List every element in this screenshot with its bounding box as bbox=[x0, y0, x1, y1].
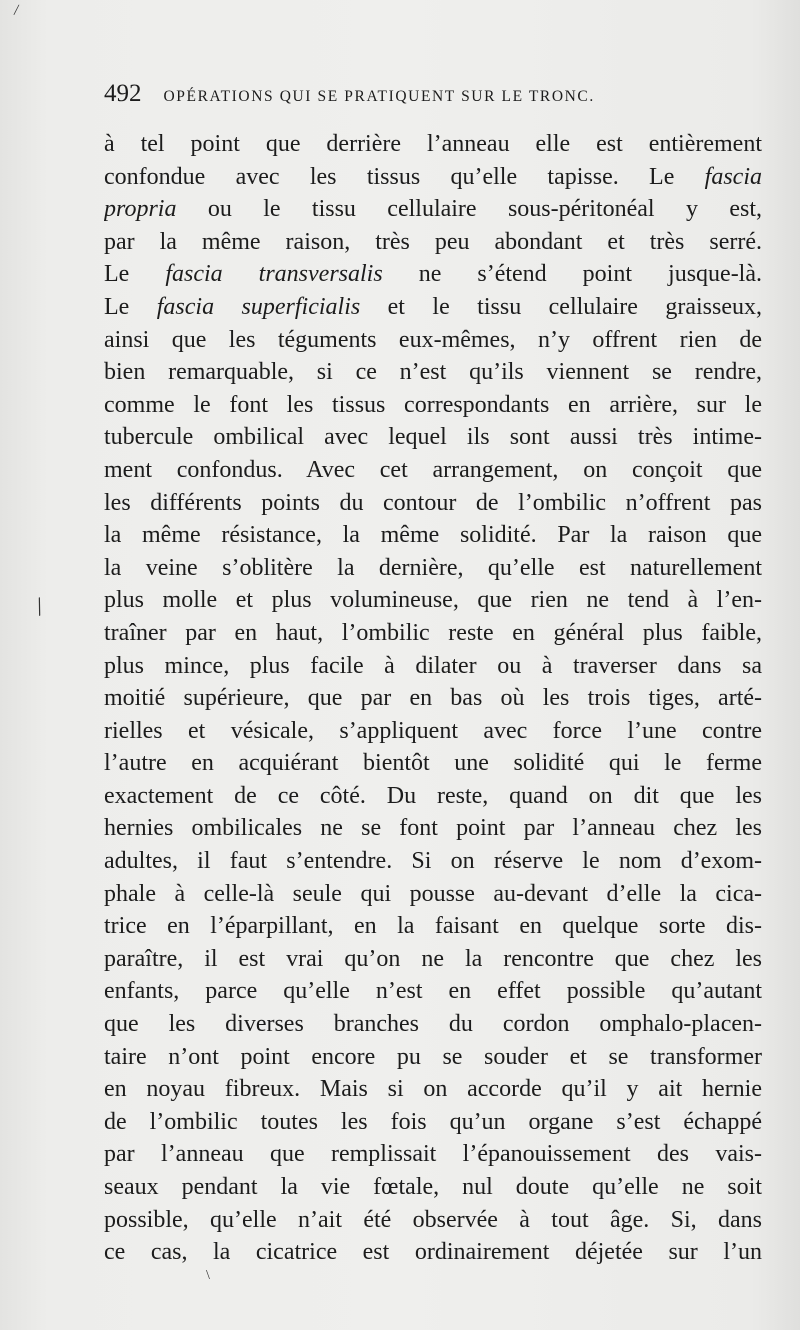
text-line: moitié supérieure, que par en bas où les trois tiges, arté- bbox=[104, 685, 762, 712]
text-line: à tel point que derrière l’anneau elle est entièrement bbox=[104, 131, 762, 157]
text-line: taire n’ont point encore pu se souder et se transformer bbox=[104, 1043, 762, 1070]
text-line: ce cas, la cicatrice est ordinairement déjetée sur l’un bbox=[104, 1239, 762, 1266]
text-line: paraître, il est vrai qu’on ne la rencontre que chez les bbox=[104, 945, 762, 972]
text-line: de l’ombilic toutes les fois qu’un organe s’est échappé bbox=[104, 1108, 762, 1135]
text-line: trice en l’éparpillant, en la faisant en quelque sorte dis- bbox=[104, 913, 762, 940]
text-line: par l’anneau que remplissait l’épanouissement des vais- bbox=[104, 1141, 762, 1168]
text-line: la même résistance, la même solidité. Par la raison que bbox=[104, 522, 762, 549]
text-line: rielles et vésicale, s’appliquent avec force l’une contre bbox=[104, 717, 762, 744]
body-text bbox=[104, 128, 762, 1269]
text-line: tubercule ombilical avec lequel ils sont aussi très intime- bbox=[104, 424, 762, 451]
text-line: adultes, il faut s’entendre. Si on réserve le nom d’exom- bbox=[104, 848, 762, 875]
page-header bbox=[104, 80, 754, 120]
running-head: OPÉRATIONS QUI SE PRATIQUENT SUR LE TRONC. bbox=[163, 88, 595, 105]
text-line: par la même raison, très peu abondant et très serré. bbox=[104, 228, 762, 255]
text-line: que les diverses branches du cordon omphalo-placen- bbox=[104, 1011, 762, 1038]
text-line: comme le font les tissus correspondants en arrière, sur le bbox=[104, 391, 762, 418]
text-line: possible, qu’elle n’ait été observée à tout âge. Si, dans bbox=[104, 1206, 762, 1233]
text-line: seaux pendant la vie fœtale, nul doute qu’elle ne soit bbox=[104, 1174, 762, 1200]
text-line: bien remarquable, si ce n’est qu’ils viennent se rendre, bbox=[104, 359, 762, 386]
text-line: en noyau fibreux. Mais si on accorde qu’il y ait hernie bbox=[104, 1076, 762, 1103]
text-line: enfants, parce qu’elle n’est en effet possible qu’autant bbox=[104, 978, 762, 1005]
text-line: plus mince, plus facile à dilater ou à traverser dans sa bbox=[104, 652, 762, 679]
text-line: la veine s’oblitère la dernière, qu’elle est naturellement bbox=[104, 554, 762, 581]
text-line: exactement de ce côté. Du reste, quand on dit que les bbox=[104, 782, 762, 809]
text-line: traîner par en haut, l’ombilic reste en général plus faible, bbox=[104, 619, 762, 646]
margin-pen-mark-top: / bbox=[12, 1, 20, 20]
text-line: hernies ombilicales ne se font point par l’anneau chez les bbox=[104, 815, 762, 842]
text-line: propria ou le tissu cellulaire sous-péritonéal y est, bbox=[104, 196, 762, 223]
margin-pen-mark-side: / bbox=[31, 591, 48, 622]
text-line: phale à celle-là seule qui pousse au-devant d’elle la cica- bbox=[104, 880, 762, 907]
page-number: 492 bbox=[104, 80, 142, 107]
text-line: ainsi que les téguments eux-mêmes, n’y offrent rien de bbox=[104, 326, 762, 353]
text-line: ment confondus. Avec cet arrangement, on conçoit que bbox=[104, 456, 762, 483]
text-line: Le fascia superficialis et le tissu cellulaire graisseux, bbox=[104, 293, 762, 320]
text-line: plus molle et plus volumineuse, que rien ne tend à l’en- bbox=[104, 587, 762, 614]
text-line: les différents points du contour de l’ombilic n’offrent pas bbox=[104, 489, 762, 516]
text-line: Le fascia transversalis ne s’étend point jusque-là. bbox=[104, 261, 762, 288]
margin-pen-mark-bottom: \ bbox=[206, 1268, 210, 1283]
text-line: l’autre en acquiérant bientôt une solidité qui le ferme bbox=[104, 750, 762, 777]
text-line: confondue avec les tissus qu’elle tapisse. Le fascia bbox=[104, 163, 762, 190]
